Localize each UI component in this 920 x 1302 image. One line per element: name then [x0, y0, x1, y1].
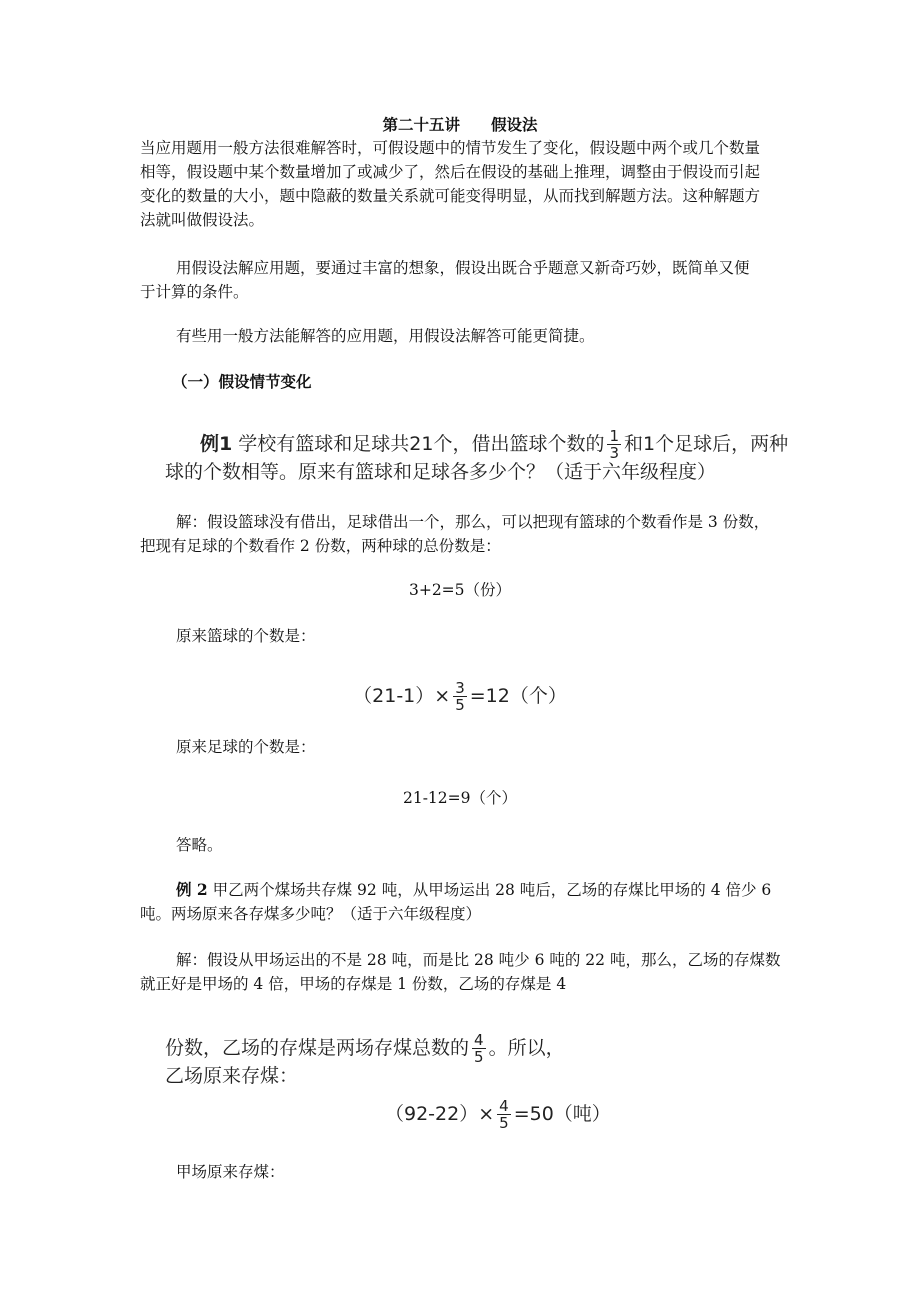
- example-text: 甲乙两个煤场共存煤 92 吨，从甲场运出 28 吨后，乙场的存煤比甲场的 4 倍少 6: [207, 881, 772, 899]
- text-line: 原来足球的个数是：: [176, 738, 316, 756]
- denominator: 5: [499, 1114, 509, 1132]
- solution-line: [165, 1032, 565, 1065]
- numerator: 1: [609, 427, 620, 445]
- solution-text: 。所以，: [488, 1037, 565, 1059]
- text-line: 答略。: [176, 836, 223, 854]
- example-text: 学校有篮球和足球共21个，借出篮球个数的: [238, 433, 605, 455]
- numerator: 4: [474, 1031, 484, 1049]
- numerator: 3: [455, 679, 465, 697]
- solution-line: 把现有足球的个数看作 2 份数，两种球的总份数是：: [140, 537, 501, 555]
- example-label: 例 2: [176, 880, 208, 899]
- formula: [385, 1098, 611, 1131]
- para-line: 于计算的条件。: [140, 283, 249, 301]
- para-line: 有些用一般方法能解答的应用题，用假设法解答可能更简捷。: [176, 327, 595, 345]
- example-2-line: 吨。两场原来各存煤多少吨？（适于六年级程度）: [140, 905, 482, 923]
- example-1-line: 球的个数相等。原来有篮球和足球各多少个？（适于六年级程度）: [165, 461, 717, 483]
- intro-line: 相等，假设题中某个数量增加了或减少了，然后在假设的基础上推理，调整由于假设而引起: [140, 163, 761, 181]
- intro-line: 变化的数量的大小，题中隐蔽的数量关系就可能变得明显，从而找到解题方法。这种解题方: [140, 187, 761, 205]
- example-label: 例1: [200, 433, 233, 455]
- formula: 3+2=5（份）: [408, 581, 512, 599]
- section-heading: （一）假设情节变化: [172, 372, 312, 391]
- example-2-line: [176, 880, 771, 900]
- text-line: 原来篮球的个数是：: [176, 627, 316, 645]
- formula: [0, 680, 920, 713]
- page-title: 第二十五讲 假设法: [382, 115, 538, 134]
- intro-line: 当应用题用一般方法很难解答时，可假设题中的情节发生了变化，假设题中两个或几个数量: [140, 139, 761, 157]
- formula-part: （21-1）×: [353, 685, 451, 707]
- intro-line: 法就叫做假设法。: [140, 211, 265, 229]
- solution-line: 解：假设从甲场运出的不是 28 吨，而是比 28 吨少 6 吨的 22 吨，那么，乙场的存煤数: [176, 951, 781, 969]
- fraction: [607, 428, 621, 461]
- denominator: 5: [474, 1048, 484, 1066]
- text-line: 甲场原来存煤：: [176, 1163, 285, 1181]
- fraction: [472, 1032, 486, 1065]
- fraction: [497, 1098, 511, 1131]
- formula-part: （92-22）×: [385, 1103, 495, 1125]
- denominator: 3: [609, 444, 620, 462]
- para-line: 用假设法解应用题，要通过丰富的想象，假设出既合乎题意又新奇巧妙，既简单又便: [176, 259, 750, 277]
- denominator: 5: [455, 696, 465, 714]
- fraction: [453, 680, 467, 713]
- example-text: 和1个足球后，两种: [624, 433, 789, 455]
- formula: 21-12=9（个）: [402, 789, 518, 807]
- formula-part: =12（个）: [469, 685, 567, 707]
- solution-line: 解：假设篮球没有借出，足球借出一个，那么，可以把现有篮球的个数看作是 3 份数，: [176, 513, 770, 531]
- solution-line: 就正好是甲场的 4 倍，甲场的存煤是 1 份数，乙场的存煤是 4: [140, 975, 567, 993]
- solution-text: 份数，乙场的存煤是两场存煤总数的: [165, 1037, 470, 1059]
- formula-part: =50（吨）: [513, 1103, 611, 1125]
- solution-line: 乙场原来存煤：: [165, 1065, 299, 1087]
- numerator: 4: [499, 1097, 509, 1115]
- example-1-line: [200, 428, 788, 461]
